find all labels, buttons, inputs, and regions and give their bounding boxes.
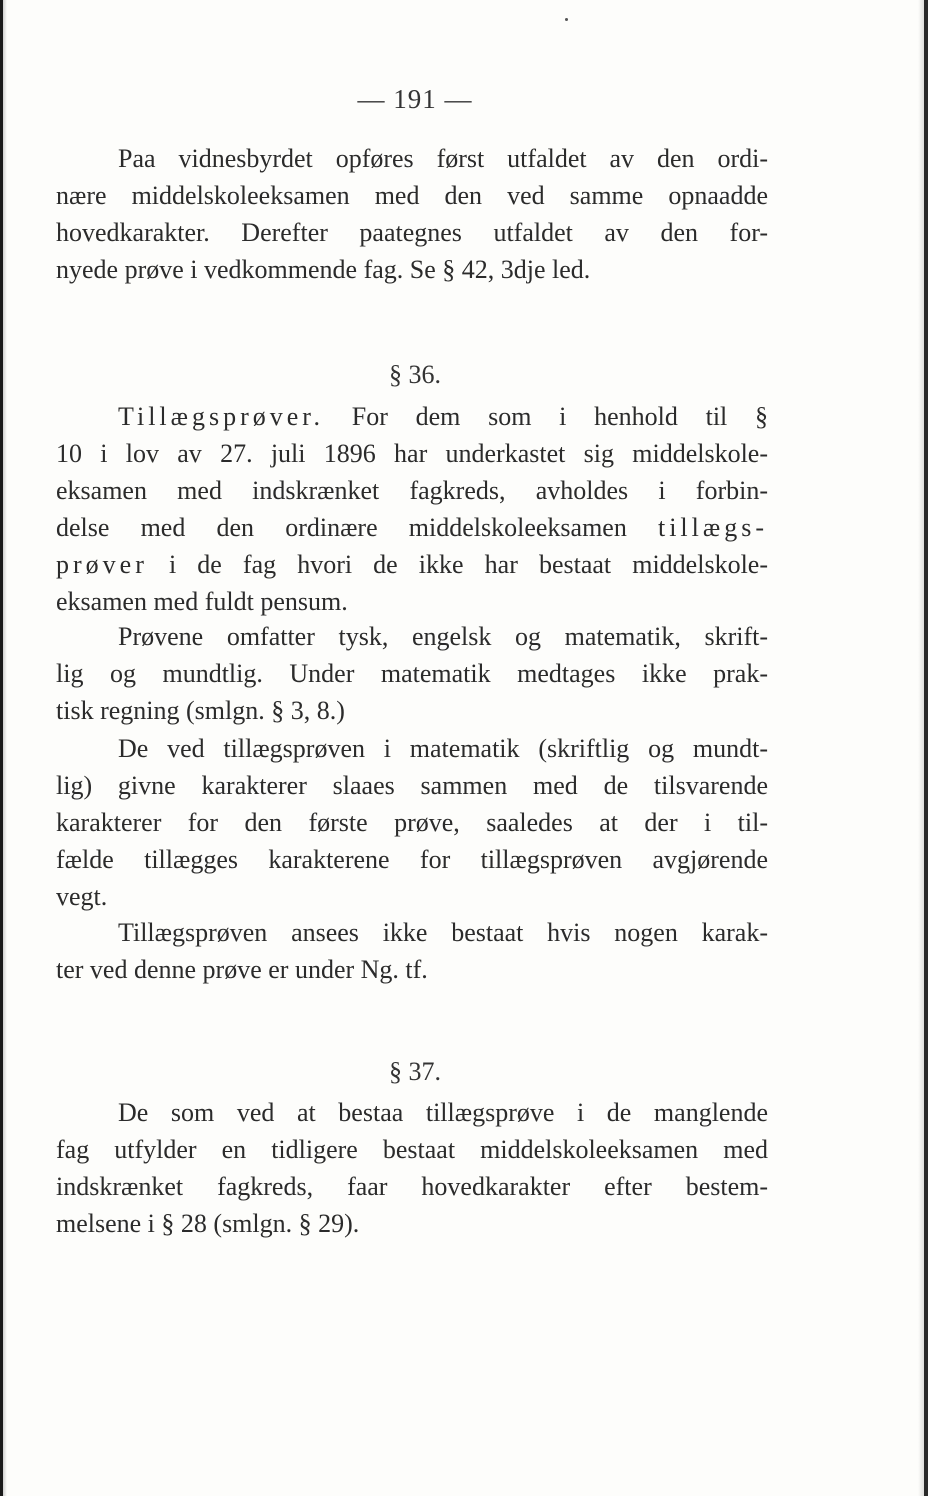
text-line: nyede prøve i vedkommende fag. Se § 42, 3dje led. bbox=[56, 255, 591, 284]
text-line: lig og mundtlig. Under matematik medtages ikke prak- bbox=[56, 659, 768, 688]
section-36-paragraph-3 bbox=[56, 730, 768, 915]
text-span: i de fag hvori de ikke har bestaat middelskole- bbox=[168, 550, 768, 579]
spaced-term: Tillægsprøver. bbox=[118, 402, 325, 431]
text-line: fag utfylder en tidligere bestaat middelskoleeksamen med bbox=[56, 1135, 768, 1164]
text-span: delse med den ordinære middelskoleeksamen bbox=[56, 513, 627, 542]
section-heading-36: § 36. bbox=[389, 360, 441, 389]
spaced-term: tillægs- bbox=[657, 513, 768, 542]
text-line: Prøvene omfatter tysk, engelsk og matematik, skrift- bbox=[118, 622, 768, 651]
section-36-paragraph-1 bbox=[56, 398, 768, 620]
text-line: De ved tillægsprøven i matematik (skriftlig og mundt- bbox=[118, 734, 768, 763]
text-line: eksamen med fuldt pensum. bbox=[56, 587, 348, 616]
ink-speck bbox=[565, 18, 568, 21]
text-line: vegt. bbox=[56, 882, 108, 911]
page-edge-right bbox=[924, 0, 928, 1496]
text-line: eksamen med indskrænket fagkreds, avholdes i forbin- bbox=[56, 476, 768, 505]
intro-paragraph bbox=[56, 140, 768, 288]
text-line: Paa vidnesbyrdet opføres først utfaldet av den ordi- bbox=[118, 144, 768, 173]
section-36-paragraph-2 bbox=[56, 618, 768, 729]
text-line: lig) givne karakterer slaaes sammen med de tilsvarende bbox=[56, 771, 768, 800]
page-edge-shadow-right bbox=[918, 0, 924, 1496]
section-37-paragraph-1 bbox=[56, 1094, 768, 1242]
text-line: hovedkarakter. Derefter paategnes utfaldet av den for- bbox=[56, 218, 768, 247]
text-line: indskrænket fagkreds, faar hovedkarakter efter bestem- bbox=[56, 1172, 768, 1201]
text-line: nære middelskoleeksamen med den ved samme opnaadde bbox=[56, 181, 768, 210]
text-line bbox=[56, 509, 768, 546]
text-line bbox=[56, 546, 768, 583]
spaced-term: prøver bbox=[56, 550, 148, 579]
text-line: fælde tillægges karakterene for tillægsprøven avgjørende bbox=[56, 845, 768, 874]
text-line: Tillægsprøven ansees ikke bestaat hvis nogen karak- bbox=[118, 918, 768, 947]
page-number: — 191 — bbox=[357, 84, 473, 114]
text-line: melsene i § 28 (smlgn. § 29). bbox=[56, 1209, 360, 1238]
text-line: 10 i lov av 27. juli 1896 har underkastet sig middelskole- bbox=[56, 439, 768, 468]
text-line bbox=[56, 398, 768, 435]
text-line: karakterer for den første prøve, saaledes at der i til- bbox=[56, 808, 768, 837]
section-36-paragraph-4 bbox=[56, 914, 768, 988]
text-span: For dem som i henhold til § bbox=[351, 402, 769, 431]
page-edge-shadow-left bbox=[3, 0, 7, 1496]
section-heading-37: § 37. bbox=[389, 1057, 441, 1086]
text-line: tisk regning (smlgn. § 3, 8.) bbox=[56, 696, 345, 725]
text-line: De som ved at bestaa tillægsprøve i de manglende bbox=[118, 1098, 768, 1127]
text-line: ter ved denne prøve er under Ng. tf. bbox=[56, 955, 428, 984]
